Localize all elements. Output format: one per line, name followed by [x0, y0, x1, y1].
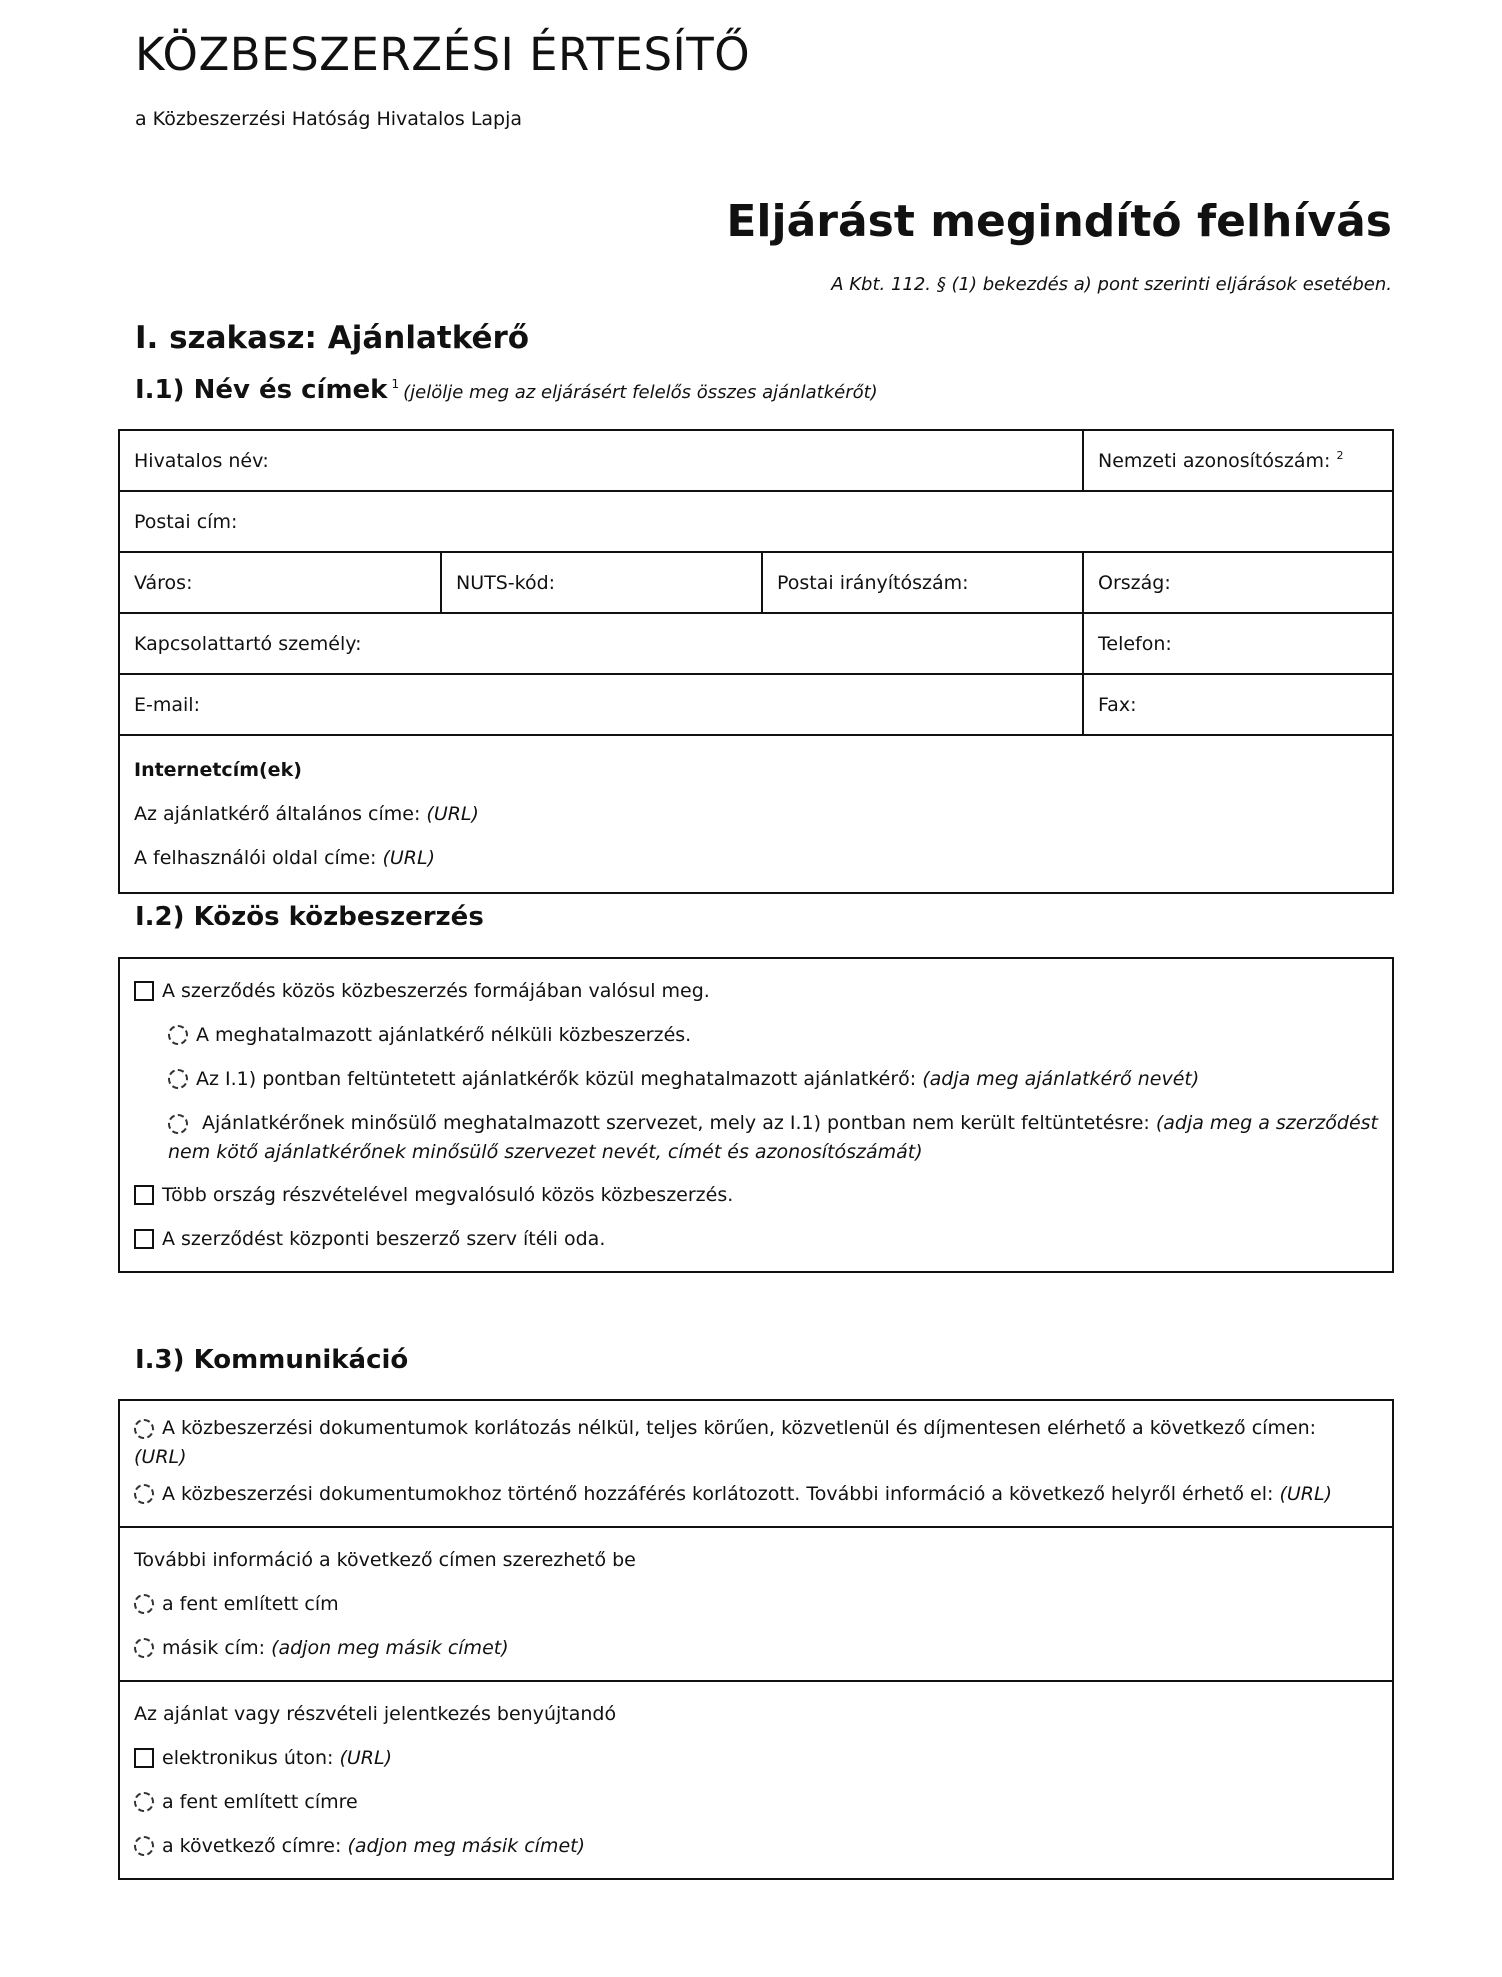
option-following-address — [134, 1824, 1378, 1868]
radio-button[interactable] — [134, 1792, 154, 1812]
postcode-field[interactable] — [763, 553, 1084, 612]
url-placeholder: (URL) — [134, 1446, 187, 1468]
table-row — [120, 675, 1392, 736]
checkbox[interactable] — [134, 981, 154, 1001]
label: Hivatalos név: — [134, 449, 269, 472]
subsection-heading-i3: I.3) Kommunikáció — [135, 1345, 409, 1375]
url-placeholder: (URL) — [382, 847, 435, 869]
option-no-authorized — [134, 1013, 1378, 1057]
buyer-profile-line[interactable] — [134, 836, 479, 880]
option-label: Több ország részvételével megvalósuló közös közbeszerzés. — [162, 1184, 734, 1206]
fax-field[interactable] — [1084, 675, 1392, 734]
i1-heading: I.1) Név és címek — [135, 375, 388, 405]
label: NUTS-kód: — [456, 571, 556, 594]
option-label: A szerződést központi beszerző szerv ítéli oda. — [162, 1228, 606, 1250]
url-placeholder: (URL) — [1279, 1483, 1332, 1505]
label: Postai irányítószám: — [777, 571, 969, 594]
option-label: elektronikus úton: — [162, 1747, 334, 1769]
option-joint — [134, 969, 1378, 1013]
option-above-address — [134, 1582, 1378, 1626]
general-address-line[interactable] — [134, 792, 479, 836]
url-placeholder: (URL) — [339, 1747, 392, 1769]
option-label: A közbeszerzési dokumentumokhoz történő hozzáférés korlátozott. További információ a következő helyről érhető el: — [162, 1483, 1274, 1505]
publication-subtitle: a Közbeszerzési Hatóság Hivatalos Lapja — [135, 108, 523, 130]
documents-access-block — [120, 1401, 1392, 1528]
label: Fax: — [1098, 693, 1137, 716]
radio-button[interactable] — [134, 1419, 154, 1439]
document-title: Eljárást megindító felhívás — [726, 196, 1392, 247]
option-above-address2 — [134, 1780, 1378, 1824]
label: Város: — [134, 571, 193, 594]
option-label: A meghatalmazott ajánlatkérő nélküli közbeszerzés. — [196, 1024, 692, 1046]
joint-procurement-box — [118, 957, 1394, 1273]
url-placeholder: (URL) — [426, 803, 479, 825]
info-heading: További információ a következő címen szerezhető be — [134, 1549, 636, 1571]
official-name-field[interactable] — [120, 431, 1084, 490]
radio-button[interactable] — [168, 1114, 188, 1134]
nuts-field[interactable] — [442, 553, 763, 612]
label: Az ajánlatkérő általános címe: — [134, 803, 421, 825]
table-row — [120, 431, 1392, 492]
label: Telefon: — [1098, 632, 1172, 655]
option-label: Az I.1) pontban feltüntetett ajánlatkérők közül meghatalmazott ajánlatkérő: — [196, 1068, 917, 1090]
publication-title: KÖZBESZERZÉSI ÉRTESÍTŐ — [135, 28, 751, 81]
national-id-field[interactable] — [1084, 431, 1392, 490]
option-note: (adjon meg másik címet) — [271, 1637, 509, 1659]
option-label: másik cím: — [162, 1637, 266, 1659]
phone-field[interactable] — [1084, 614, 1392, 673]
radio-button[interactable] — [134, 1638, 154, 1658]
subsection-heading-i1 — [135, 375, 878, 405]
option-label: A szerződés közös közbeszerzés formájában valósul meg. — [162, 980, 710, 1002]
contact-person-field[interactable] — [120, 614, 1084, 673]
table-row — [120, 492, 1392, 553]
option-electronic — [134, 1736, 1378, 1780]
option-other-address — [134, 1626, 1378, 1670]
communication-box — [118, 1399, 1394, 1880]
radio-button[interactable] — [168, 1025, 188, 1045]
option-unrestricted — [134, 1414, 1378, 1472]
label: Nemzeti azonosítószám: — [1098, 449, 1331, 472]
internet-addresses — [120, 736, 493, 892]
i1-note: (jelölje meg az eljárásért felelős összes ajánlatkérőt) — [403, 382, 878, 403]
option-note: (adja meg a szerződést nem kötő ajánlatkérőnek minősülő szervezet nevét, címét és azonosítószámát) — [168, 1112, 1378, 1163]
submit-heading: Az ajánlat vagy részvételi jelentkezés benyújtandó — [134, 1703, 617, 1725]
radio-button[interactable] — [134, 1484, 154, 1504]
checkbox[interactable] — [134, 1229, 154, 1249]
table-row — [120, 614, 1392, 675]
label: Postai cím: — [134, 510, 238, 533]
footnote-ref: 1 — [391, 377, 400, 392]
additional-info-block — [120, 1528, 1392, 1682]
option-label: a fent említett címre — [162, 1791, 358, 1813]
option-label: a fent említett cím — [162, 1593, 339, 1615]
document-note: A Kbt. 112. § (1) bekezdés a) pont szerinti eljárások esetében. — [831, 274, 1392, 295]
label: E-mail: — [134, 693, 200, 716]
name-address-table — [118, 429, 1394, 894]
radio-button[interactable] — [134, 1594, 154, 1614]
postal-address-field[interactable] — [120, 492, 1392, 551]
radio-button[interactable] — [134, 1836, 154, 1856]
label: Kapcsolattartó személy: — [134, 632, 362, 655]
option-restricted — [134, 1472, 1378, 1516]
option-listed-authorized — [134, 1057, 1378, 1101]
option-central — [134, 1217, 1378, 1261]
section-title: I. szakasz: Ajánlatkérő — [135, 320, 530, 356]
radio-button[interactable] — [168, 1069, 188, 1089]
label: Ország: — [1098, 571, 1171, 594]
option-multi-country — [134, 1173, 1378, 1217]
table-row — [120, 553, 1392, 614]
option-note: (adjon meg másik címet) — [347, 1835, 585, 1857]
country-field[interactable] — [1084, 553, 1392, 612]
city-field[interactable] — [120, 553, 442, 612]
subsection-heading-i2: I.2) Közös közbeszerzés — [135, 902, 484, 932]
option-other-org — [134, 1109, 1378, 1167]
option-label: Ajánlatkérőnek minősülő meghatalmazott szervezet, mely az I.1) pontban nem került feltüntetésre: — [202, 1112, 1150, 1134]
table-row — [120, 736, 1392, 892]
checkbox[interactable] — [134, 1748, 154, 1768]
internet-heading: Internetcím(ek) — [134, 759, 302, 781]
submission-block — [120, 1682, 1392, 1878]
label: A felhasználói oldal címe: — [134, 847, 377, 869]
footnote-ref: 2 — [1336, 449, 1344, 462]
checkbox[interactable] — [134, 1185, 154, 1205]
email-field[interactable] — [120, 675, 1084, 734]
option-label: a következő címre: — [162, 1835, 342, 1857]
option-label: A közbeszerzési dokumentumok korlátozás nélkül, teljes körűen, közvetlenül és díjmentesen elérhető a következő címen: — [162, 1417, 1317, 1439]
option-note: (adja meg ajánlatkérő nevét) — [922, 1068, 1200, 1090]
